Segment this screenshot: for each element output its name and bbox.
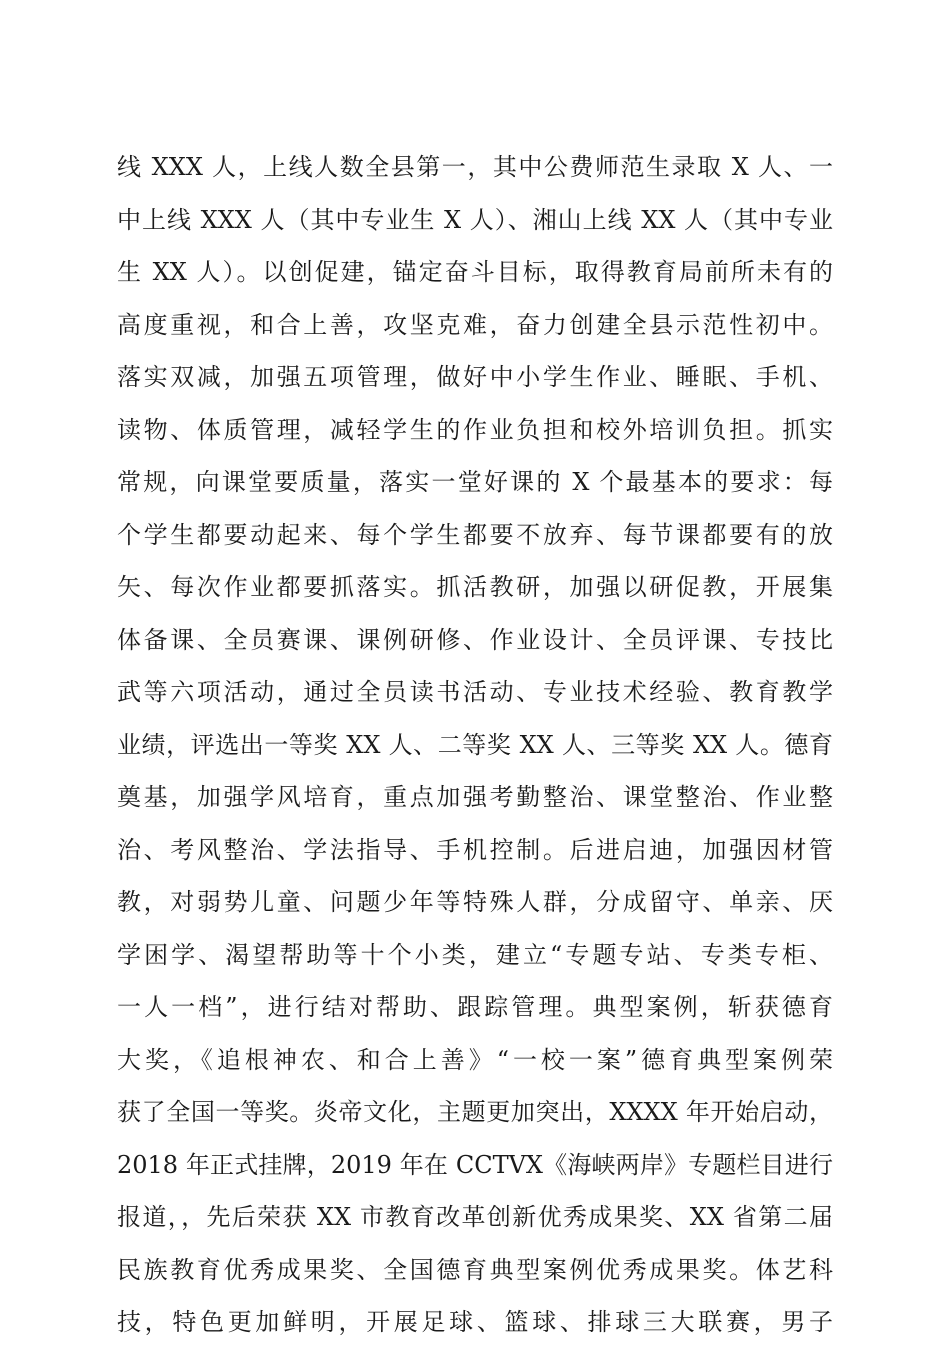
text-line-13: 奠基，加强学风培育，重点加强考勤整治、课堂整治、作业整 [117, 783, 833, 811]
text-line-17: 一人一档”，进行结对帮助、跟踪管理。典型案例，斩获德育 [117, 993, 833, 1021]
text-line-22: 民族教育优秀成果奖、全国德育典型案例优秀成果奖。体艺科 [117, 1255, 833, 1284]
text-line-15: 教，对弱势儿童、问题少年等特殊人群，分成留守、单亲、厌 [117, 888, 833, 916]
text-line-3: 生 XX 人）。以创促建，锚定奋斗目标，取得教育局前所未有的 [117, 258, 833, 286]
text-line-10: 体备课、全员赛课、课例研修、作业设计、全员评课、专技比 [117, 625, 833, 654]
text-line-11: 武等六项活动，通过全员读书活动、专业技术经验、教育教学 [117, 678, 833, 706]
text-line-14: 治、考风整治、学法指导、手机控制。后进启迪，加强因材管 [117, 835, 833, 864]
text-line-7: 常规，向课堂要质量，落实一堂好课的 X 个最基本的要求：每 [117, 468, 833, 496]
text-line-5: 落实双减，加强五项管理，做好中小学生作业、睡眠、手机、 [117, 363, 833, 391]
text-line-9: 矢、每次作业都要抓落实。抓活教研，加强以研促教，开展集 [117, 573, 833, 601]
text-line-19: 获了全国一等奖。炎帝文化，主题更加突出，XXXX 年开始启动， [117, 1098, 833, 1126]
text-line-18: 大奖，《追根神农、和合上善》“一校一案”德育典型案例荣 [117, 1045, 833, 1074]
text-line-20: 2018 年正式挂牌，2019 年在 CCTVX《海峡两岸》专题栏目进行 [117, 1150, 833, 1179]
text-line-21: 报道，，先后荣获 XX 市教育改革创新优秀成果奖、XX 省第二届 [117, 1203, 833, 1231]
text-line-23: 技，特色更加鲜明，开展足球、篮球、排球三大联赛，男子 [117, 1308, 833, 1336]
text-line-6: 读物、体质管理，减轻学生的作业负担和校外培训负担。抓实 [117, 415, 833, 444]
text-line-2: 中上线 XXX 人（其中专业生 X 人）、湘山上线 XX 人（其中专业 [117, 205, 833, 234]
text-line-8: 个学生都要动起来、每个学生都要不放弃、每节课都要有的放 [117, 520, 833, 549]
text-line-4: 高度重视，和合上善，攻坚克难，奋力创建全县示范性初中。 [117, 310, 833, 339]
text-line-16: 学困学、渴望帮助等十个小类，建立“专题专站、专类专柜、 [117, 940, 833, 969]
text-line-12: 业绩，评选出一等奖 XX 人、二等奖 XX 人、三等奖 XX 人。德育 [117, 730, 833, 759]
text-line-1: 线 XXX 人，上线人数全县第一，其中公费师范生录取 X 人、一 [117, 153, 833, 181]
body-paragraph [117, 141, 833, 1349]
